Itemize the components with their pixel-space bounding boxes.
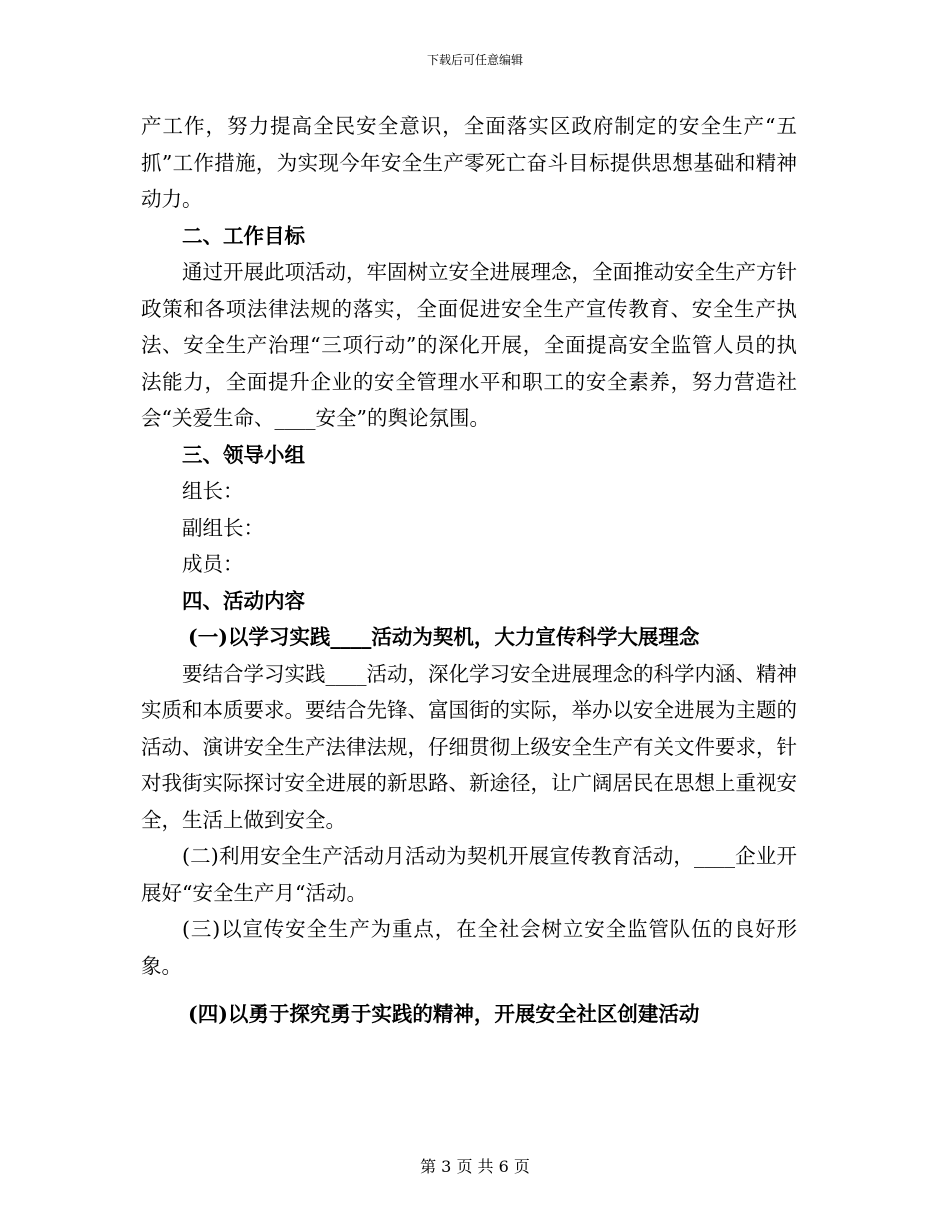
paragraph-continued: 产工作，努力提高全民安全意识，全面落实区政府制定的安全生产“五抓”工作措施，为实现今年安全生产零死亡奋斗目标提供思想基础和精神动力。 — [141, 114, 797, 211]
section-heading-leadership: 三、领导小组 — [182, 442, 305, 467]
members-line: 成员： — [182, 552, 244, 576]
subsection-heading-1: (一)以学习实践____活动为契机，大力宣传科学大展理念 — [188, 625, 700, 649]
paragraph-subsection-2: (二)利用安全生产活动月活动为契机开展宣传教育活动，____企业开展好“安全生产月“活动。 — [141, 844, 797, 905]
subsection-heading-4: (四)以勇于探究勇于实践的精神，开展安全社区创建活动 — [188, 1002, 700, 1026]
paragraph-goals: 通过开展此项活动，牢固树立安全进展理念，全面推动安全生产方针政策和各项法律法规的落实，全面促进安全生产宣传教育、安全生产执法、安全生产治理“三项行动”的深化开展，全面提高安全监管人员的执法能力，全面提升企业的安全管理水平和职工的安全素养，努力营造社会“关爱生命、____安全”的舆论氛围。 — [141, 260, 797, 430]
vice-leader-line: 副组长： — [182, 515, 264, 540]
page-number: 第 3 页 共 6 页 — [420, 1157, 530, 1176]
header-note: 下载后可任意编辑 — [426, 53, 523, 67]
document-body — [141, 108, 797, 1033]
section-heading-goals: 二、工作目标 — [182, 223, 305, 248]
paragraph-subsection-1: 要结合学习实践____活动，深化学习安全进展理念的科学内涵、精神实质和本质要求。要结合先锋、富国街的实际，举办以安全进展为主题的活动、演讲安全生产法律法规，仔细贯彻上级安全生产有关文件要求，针对我街实际探讨安全进展的新思路、新途径，让广阔居民在思想上重视安全，生活上做到安全。 — [141, 661, 797, 832]
paragraph-subsection-3: (三)以宣传安全生产为重点，在全社会树立安全监管队伍的良好形象。 — [141, 917, 797, 978]
leader-line: 组长： — [182, 479, 244, 503]
section-heading-activities: 四、活动内容 — [182, 588, 305, 613]
